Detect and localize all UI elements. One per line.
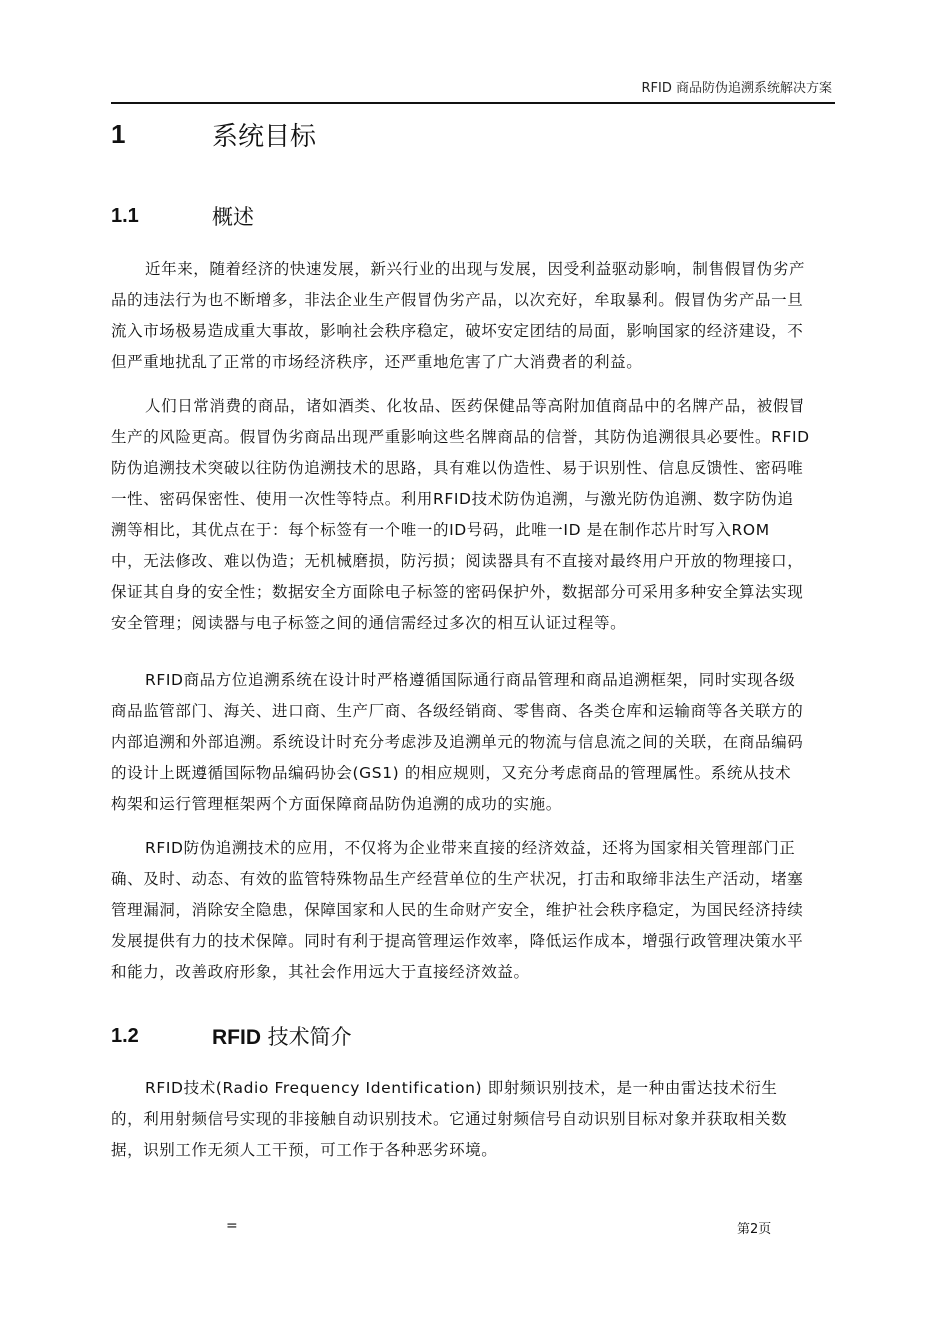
text-line: 品的违法行为也不断增多，非法企业生产假冒伪劣产品，以次充好，牟取暴利。假冒伪劣产品一旦 bbox=[111, 291, 804, 309]
text-line: 确、及时、动态、有效的监管特殊物品生产经营单位的生产状况，打击和取缔非法生产活动，堵塞 bbox=[111, 870, 804, 888]
paragraph-rfid-intro bbox=[111, 1073, 911, 1166]
text-line: 一性、密码保密性、使用一次性等特点。利用RFID技术防伪追溯，与激光防伪追溯、数字防伪追 bbox=[111, 490, 794, 508]
text-line: 内部追溯和外部追溯。系统设计时充分考虑涉及追溯单元的物流与信息流之间的关联，在商品编码 bbox=[111, 733, 804, 751]
text-line: 中，无法修改、难以伪造；无机械磨损，防污损；阅读器具有不直接对最终用户开放的物理接口， bbox=[111, 552, 804, 570]
paragraph-overview-3 bbox=[111, 665, 911, 820]
section-1-2-title-bold: RFID bbox=[212, 1026, 261, 1049]
text-line: 的，利用射频信号实现的非接触自动识别技术。它通过射频信号自动识别目标对象并获取相关数 bbox=[111, 1110, 788, 1128]
text-line: 发展提供有力的技术保障。同时有利于提高管理运作效率，降低运作成本，增强行政管理决策水平 bbox=[111, 932, 804, 950]
header-rule bbox=[111, 102, 835, 104]
text-line: 和能力，改善政府形象，其社会作用远大于直接经济效益。 bbox=[111, 963, 530, 981]
running-header: RFID 商品防伪追溯系统解决方案 bbox=[641, 81, 832, 96]
text-line: 据，识别工作无须人工干预，可工作于各种恶劣环境。 bbox=[111, 1141, 498, 1159]
text-line: 的设计上既遵循国际物品编码协会(GS1) 的相应规则，又充分考虑商品的管理属性。系统从技术 bbox=[111, 764, 792, 782]
section-1-title: 系统目标 bbox=[212, 121, 317, 152]
section-1-2-title bbox=[212, 1021, 352, 1051]
section-1-1-title: 概述 bbox=[212, 205, 254, 229]
text-line: 安全管理；阅读器与电子标签之间的通信需经过多次的相互认证过程等。 bbox=[111, 614, 627, 632]
section-1-number: 1 bbox=[111, 118, 126, 149]
section-1-1-number: 1.1 bbox=[111, 204, 139, 227]
text-line: 生产的风险更高。假冒伪劣商品出现严重影响这些名牌商品的信誉，其防伪追溯很具必要性。RFID bbox=[111, 428, 810, 446]
page-number: 第2页 bbox=[737, 1222, 772, 1237]
text-line: 保证其自身的安全性；数据安全方面除电子标签的密码保护外，数据部分可采用多种安全算法实现 bbox=[111, 583, 804, 601]
text-line: 溯等相比，其优点在于：每个标签有一个唯一的ID号码，此唯一ID 是在制作芯片时写入ROM bbox=[111, 521, 770, 539]
text-line: RFID商品方位追溯系统在设计时严格遵循国际通行商品管理和商品追溯框架，同时实现各级 bbox=[145, 671, 796, 689]
text-line: 近年来，随着经济的快速发展，新兴行业的出现与发展，因受利益驱动影响，制售假冒伪劣产 bbox=[145, 260, 806, 278]
text-line: 人们日常消费的商品，诸如酒类、化妆品、医药保健品等高附加值商品中的名牌产品，被假冒 bbox=[145, 397, 806, 415]
paragraph-overview-1 bbox=[111, 254, 911, 378]
text-line: 防伪追溯技术突破以往防伪追溯技术的思路，具有难以伪造性、易于识别性、信息反馈性、密码唯 bbox=[111, 459, 804, 477]
text-line: RFID防伪追溯技术的应用，不仅将为企业带来直接的经济效益，还将为国家相关管理部门正 bbox=[145, 839, 796, 857]
section-1-2-number: 1.2 bbox=[111, 1024, 139, 1047]
text-line: 商品监管部门、海关、进口商、生产厂商、各级经销商、零售商、各类仓库和运输商等各关联方的 bbox=[111, 702, 804, 720]
section-1-2-title-rest: 技术简介 bbox=[261, 1025, 352, 1049]
paragraph-overview-4 bbox=[111, 833, 911, 988]
text-line: RFID技术(Radio Frequency Identification) 即射频识别技术，是一种由雷达技术衍生 bbox=[145, 1079, 778, 1097]
text-line: 管理漏洞，消除安全隐患，保障国家和人民的生命财产安全，维护社会秩序稳定，为国民经济持续 bbox=[111, 901, 804, 919]
footer-mark: = bbox=[226, 1218, 238, 1234]
text-line: 但严重地扰乱了正常的市场经济秩序，还严重地危害了广大消费者的利益。 bbox=[111, 353, 643, 371]
text-line: 流入市场极易造成重大事故，影响社会秩序稳定，破坏安定团结的局面，影响国家的经济建设，不 bbox=[111, 322, 804, 340]
paragraph-overview-2 bbox=[111, 391, 911, 639]
text-line: 构架和运行管理框架两个方面保障商品防伪追溯的成功的实施。 bbox=[111, 795, 562, 813]
